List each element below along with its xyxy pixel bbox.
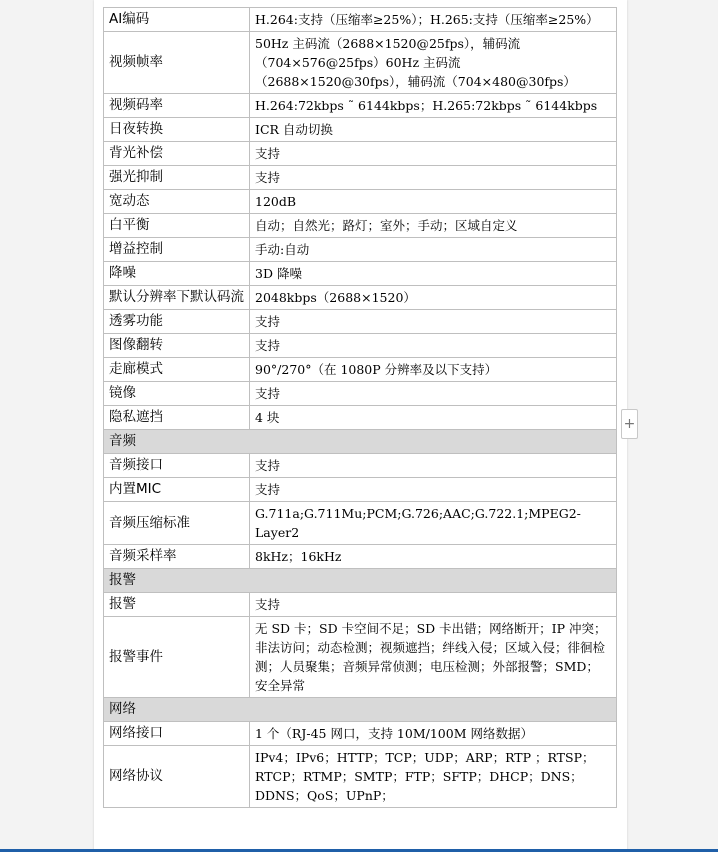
spec-row [104,190,617,214]
spec-row [104,238,617,262]
spec-row [104,8,617,32]
section-title: 音频 [104,430,617,454]
spec-value: 支持 [250,310,617,334]
spec-value: 支持 [250,166,617,190]
spec-value: 自动；自然光；路灯；室外；手动；区域自定义 [250,214,617,238]
spec-value: G.711a;G.711Mu;PCM;G.726;AAC;G.722.1;MPEG2-Layer2 [250,502,617,545]
spec-label: 音频接口 [104,454,250,478]
spec-label: 强光抑制 [104,166,250,190]
spec-value: 4 块 [250,406,617,430]
spec-value: 手动:自动 [250,238,617,262]
spec-label: 网络协议 [104,746,250,808]
section-header-row [104,698,617,722]
spec-label: 报警事件 [104,617,250,698]
section-header-row [104,430,617,454]
spec-row [104,32,617,94]
spec-label: 镜像 [104,382,250,406]
spec-value: 50Hz 主码流（2688×1520@25fps），辅码流（704×576@25fps）60Hz 主码流（2688×1520@30fps），辅码流（704×480@30fps） [250,32,617,94]
spec-table-body [104,8,617,808]
spec-value: 支持 [250,142,617,166]
spec-row [104,617,617,698]
spec-value: IPv4；IPv6；HTTP；TCP；UDP；ARP；RTP ；RTSP；RTCP；RTMP；SMTP；FTP；SFTP；DHCP；DNS；DDNS；QoS；UPnP； [250,746,617,808]
spec-label: 降噪 [104,262,250,286]
spec-label: 日夜转换 [104,118,250,142]
spec-row [104,358,617,382]
spec-label: 宽动态 [104,190,250,214]
spec-label: 音频压缩标准 [104,502,250,545]
spec-row [104,746,617,808]
spec-value: ICR 自动切换 [250,118,617,142]
spec-value: 90°/270°（在 1080P 分辨率及以下支持） [250,358,617,382]
spec-label: 音频采样率 [104,545,250,569]
spec-row [104,286,617,310]
document-page [94,0,627,852]
spec-value: 支持 [250,478,617,502]
spec-label: 走廊模式 [104,358,250,382]
spec-row [104,118,617,142]
spec-label: 网络接口 [104,722,250,746]
spec-label: 白平衡 [104,214,250,238]
spec-value: 支持 [250,593,617,617]
spec-row [104,382,617,406]
spec-value: 1 个（RJ-45 网口，支持 10M/100M 网络数据） [250,722,617,746]
spec-label: 视频码率 [104,94,250,118]
spec-label: 增益控制 [104,238,250,262]
expand-button[interactable]: + [621,409,638,439]
section-header-row [104,569,617,593]
spec-value: 120dB [250,190,617,214]
spec-value: H.264:支持（压缩率≥25%）；H.265:支持（压缩率≥25%） [250,8,617,32]
spec-table [103,7,617,808]
spec-label: 默认分辨率下默认码流 [104,286,250,310]
spec-row [104,94,617,118]
spec-row [104,214,617,238]
spec-row [104,166,617,190]
spec-value: 支持 [250,382,617,406]
spec-value: 无 SD 卡；SD 卡空间不足；SD 卡出错；网络断开；IP 冲突；非法访问；动态检测；视频遮挡；绊线入侵；区域入侵；徘徊检测；人员聚集；音频异常侦测；电压检测；外部报警；SMD；安全异常 [250,617,617,698]
spec-row [104,478,617,502]
spec-label: 内置MIC [104,478,250,502]
spec-value: 2048kbps（2688×1520） [250,286,617,310]
spec-row [104,454,617,478]
spec-row [104,310,617,334]
spec-value: 3D 降噪 [250,262,617,286]
spec-label: 图像翻转 [104,334,250,358]
spec-value: 支持 [250,454,617,478]
spec-label: 透雾功能 [104,310,250,334]
spec-row [104,406,617,430]
spec-row [104,262,617,286]
spec-value: H.264:72kbps ˜ 6144kbps；H.265:72kbps ˜ 6144kbps [250,94,617,118]
spec-row [104,593,617,617]
spec-value: 支持 [250,334,617,358]
spec-label: 背光补偿 [104,142,250,166]
spec-row [104,502,617,545]
spec-label: 报警 [104,593,250,617]
spec-row [104,142,617,166]
spec-row [104,545,617,569]
spec-label: AI编码 [104,8,250,32]
spec-row [104,722,617,746]
spec-row [104,334,617,358]
spec-label: 隐私遮挡 [104,406,250,430]
section-title: 网络 [104,698,617,722]
spec-value: 8kHz；16kHz [250,545,617,569]
section-title: 报警 [104,569,617,593]
spec-label: 视频帧率 [104,32,250,94]
